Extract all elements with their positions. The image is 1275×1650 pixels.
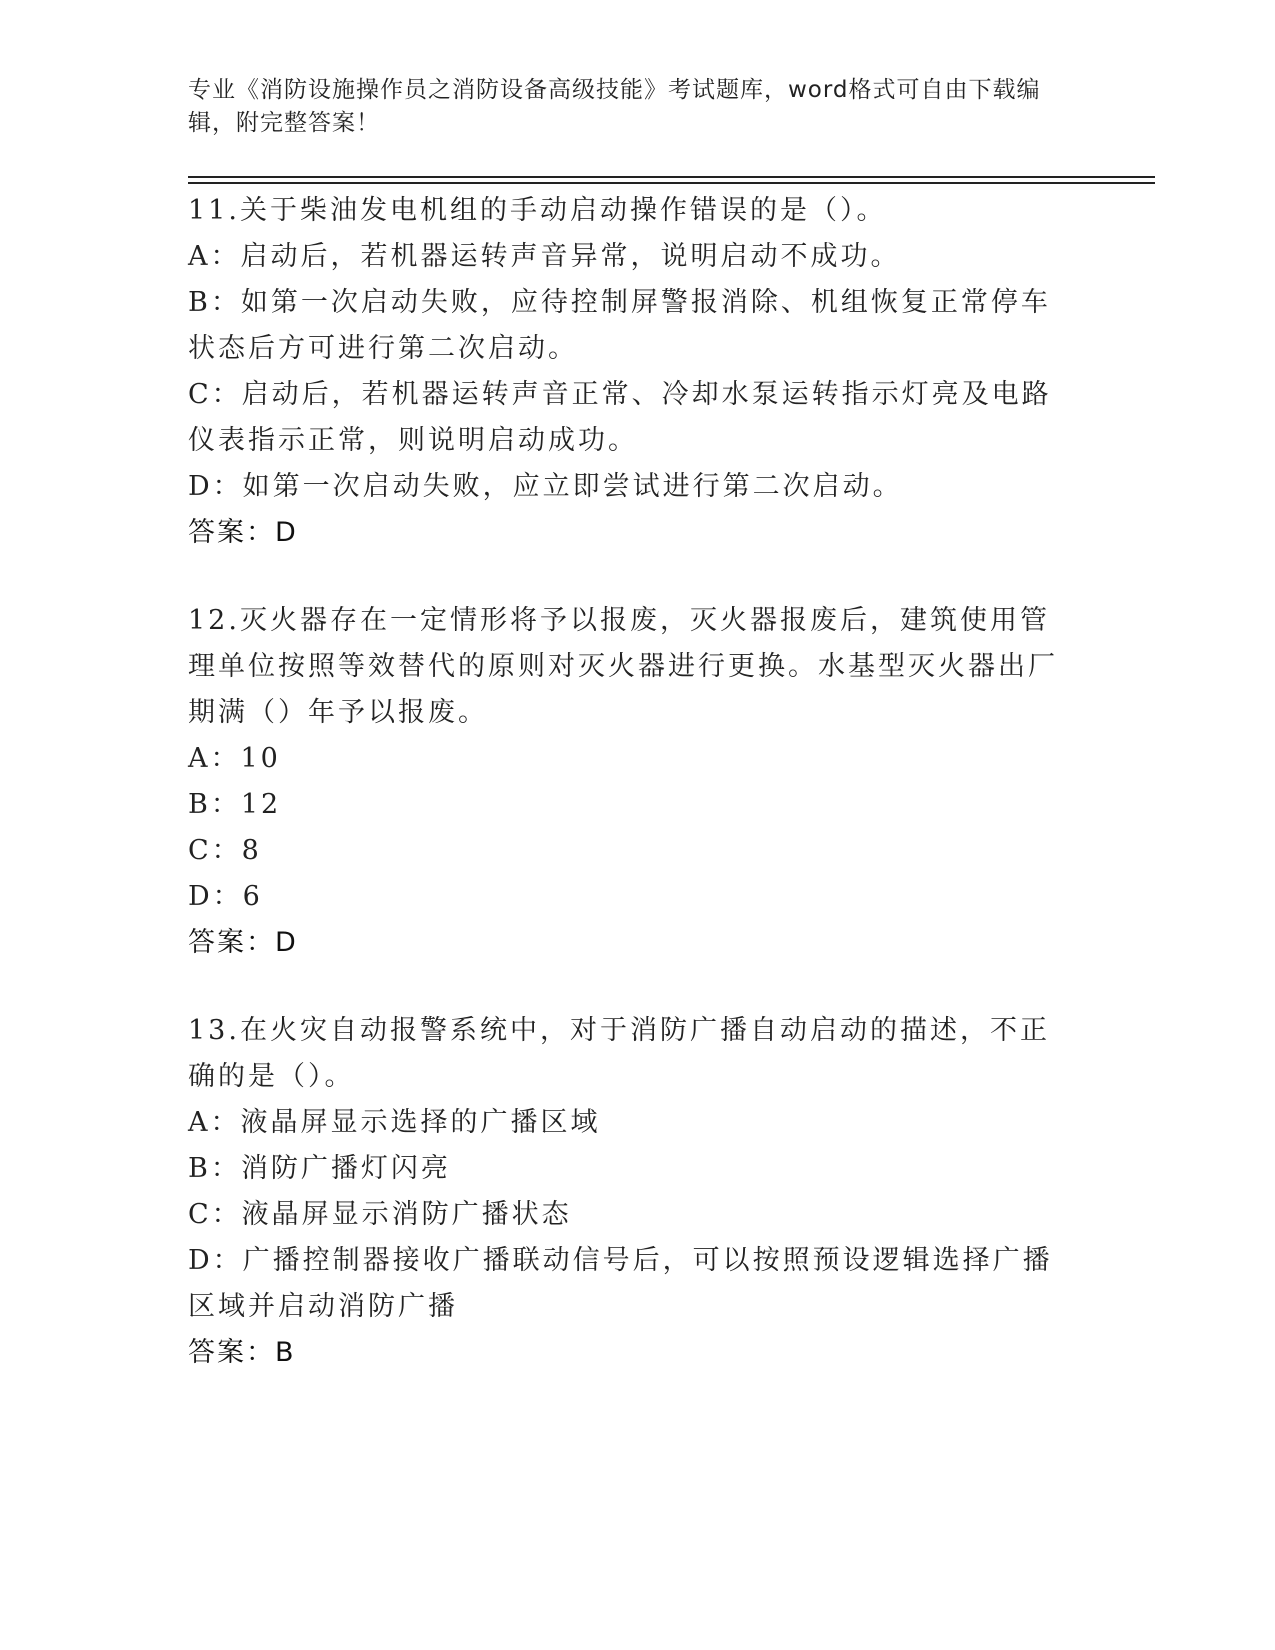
option-a: A：10 [188,743,281,774]
question-13 [188,1008,1068,1376]
header-divider-bottom [188,182,1155,184]
answer-label: 答案：B [188,1337,296,1368]
question-12 [188,598,1068,966]
option-c: C：液晶屏显示消防广播状态 [188,1199,572,1230]
option-a: A：液晶屏显示选择的广播区域 [188,1107,601,1138]
option-a: A：启动后，若机器运转声音异常，说明启动不成功。 [188,241,901,272]
answer-label: 答案：D [188,517,298,548]
document-header: 专业《消防设施操作员之消防设备高级技能》考试题库，word格式可自由下载编辑，附完整答案！ [188,77,1041,136]
option-d: D：广播控制器接收广播联动信号后，可以按照预设逻辑选择广播区域并启动消防广播 [188,1245,1053,1322]
option-b: B：12 [188,789,282,820]
option-b: B：如第一次启动失败，应待控制屏警报消除、机组恢复正常停车状态后方可进行第二次启动。 [188,287,1051,364]
option-d: D：6 [188,881,263,912]
option-b: B：消防广播灯闪亮 [188,1153,451,1184]
option-c: C：8 [188,835,262,866]
option-c: C：启动后，若机器运转声音正常、冷却水泵运转指示灯亮及电路仪表指示正常，则说明启动成功。 [188,379,1052,456]
answer-label: 答案：D [188,927,298,958]
question-spacer [188,966,1068,1008]
question-stem: 11.关于柴油发电机组的手动启动操作错误的是（）。 [188,195,887,226]
header-divider-top [188,176,1155,178]
option-d: D：如第一次启动失败，应立即尝试进行第二次启动。 [188,471,903,502]
question-spacer [188,556,1068,598]
question-stem: 12.灭火器存在一定情形将予以报废，灭火器报废后，建筑使用管理单位按照等效替代的原则对灭火器进行更换。水基型灭火器出厂期满（）年予以报废。 [188,605,1058,728]
question-11 [188,188,1068,556]
question-stem: 13.在火灾自动报警系统中，对于消防广播自动启动的描述，不正确的是（）。 [188,1015,1050,1092]
question-list [188,188,1068,1376]
